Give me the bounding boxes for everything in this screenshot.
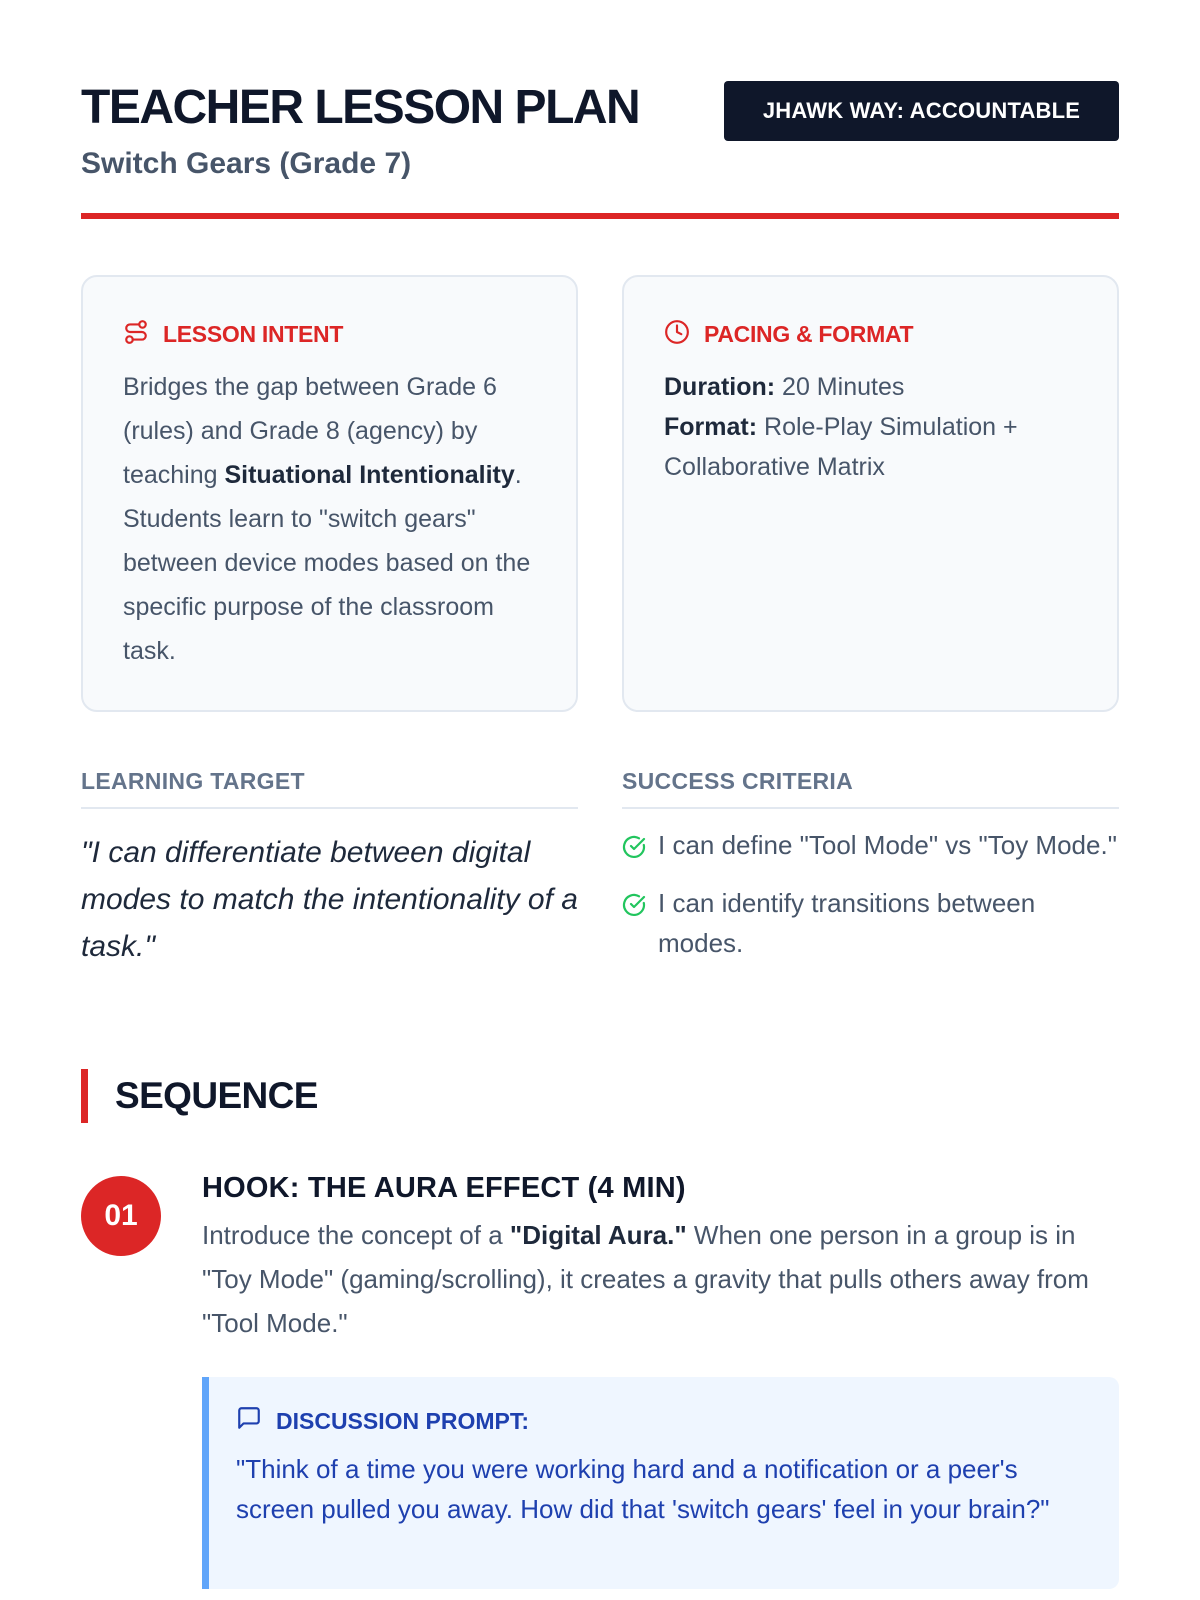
step-text-part: When one person in a group is in "Toy Mode" (gaming/scrolling), it creates a gravity that pulls others away from "Tool Mode." [202, 1220, 1089, 1338]
step-number-badge: 01 [81, 1176, 161, 1256]
discussion-prompt-header [236, 1405, 1089, 1437]
lesson-intent-title: LESSON INTENT [163, 320, 344, 347]
step-body [202, 1171, 1119, 1589]
duration-label: Duration: [664, 373, 776, 401]
step-text [202, 1213, 1119, 1345]
duration-line [664, 367, 1077, 407]
sequence-accent-bar [81, 1069, 88, 1123]
pacing-details [664, 367, 1077, 487]
page-subtitle: Switch Gears (Grade 7) [81, 147, 412, 180]
chat-bubble-icon [236, 1405, 262, 1437]
intent-text-part: . Students learn to "switch gears" between device modes based on the specific purpose of the classroom task. [123, 461, 531, 665]
learning-target [81, 768, 578, 976]
format-label: Format: [664, 413, 758, 441]
format-line [664, 407, 1077, 487]
overview-cards [81, 275, 1119, 712]
format-value: Role-Play Simulation + Collaborative Matrix [664, 413, 1018, 481]
success-criteria-list [622, 825, 1119, 963]
list-item [622, 825, 1119, 870]
status-badge: JHAWK WAY: ACCOUNTABLE [724, 81, 1119, 141]
criteria-text: I can define "Tool Mode" vs "Toy Mode." [658, 830, 1117, 860]
pacing-header [664, 317, 1077, 351]
list-item [622, 883, 1119, 963]
lesson-intent-header [123, 317, 536, 351]
lesson-intent-text [123, 365, 536, 673]
intent-text-part: Bridges the gap between Grade 6 (rules) and Grade 8 (agency) by teaching [123, 373, 497, 489]
discussion-prompt-text: "Think of a time you were working hard and a notification or a peer's screen pulled you away. How did that 'switch gears' feel in your brain?" [236, 1454, 1050, 1524]
pacing-title: PACING & FORMAT [704, 320, 914, 347]
success-criteria-heading: SUCCESS CRITERIA [622, 768, 1119, 809]
discussion-prompt-label: DISCUSSION PROMPT: [276, 1407, 530, 1434]
success-criteria [622, 768, 1119, 976]
step-title: HOOK: THE AURA EFFECT (4 MIN) [202, 1172, 686, 1204]
page-title: TEACHER LESSON PLAN [81, 81, 640, 134]
sequence-title: SEQUENCE [115, 1075, 318, 1116]
duration-value: 20 Minutes [775, 373, 905, 401]
check-circle-icon [622, 883, 646, 928]
step-text-part: Introduce the concept of a [202, 1220, 510, 1250]
discussion-prompt [202, 1377, 1119, 1589]
lesson-intent-card [81, 275, 578, 712]
route-icon [123, 319, 149, 350]
intent-text-emphasis: Situational Intentionality [224, 461, 515, 489]
header [81, 0, 1119, 222]
header-divider [81, 213, 1119, 219]
clock-icon [664, 319, 690, 350]
pacing-card [622, 275, 1119, 712]
sequence-step [81, 1171, 1119, 1589]
learning-target-quote: "I can differentiate between digital modes to match the intentionality of a task." [81, 836, 578, 963]
step-text-emphasis: "Digital Aura." [509, 1220, 687, 1250]
criteria-text: I can identify transitions between modes. [658, 888, 1036, 958]
check-circle-icon [622, 825, 646, 870]
learning-target-heading: LEARNING TARGET [81, 768, 578, 809]
sequence-header [81, 1069, 318, 1123]
target-criteria-section [81, 768, 1119, 976]
